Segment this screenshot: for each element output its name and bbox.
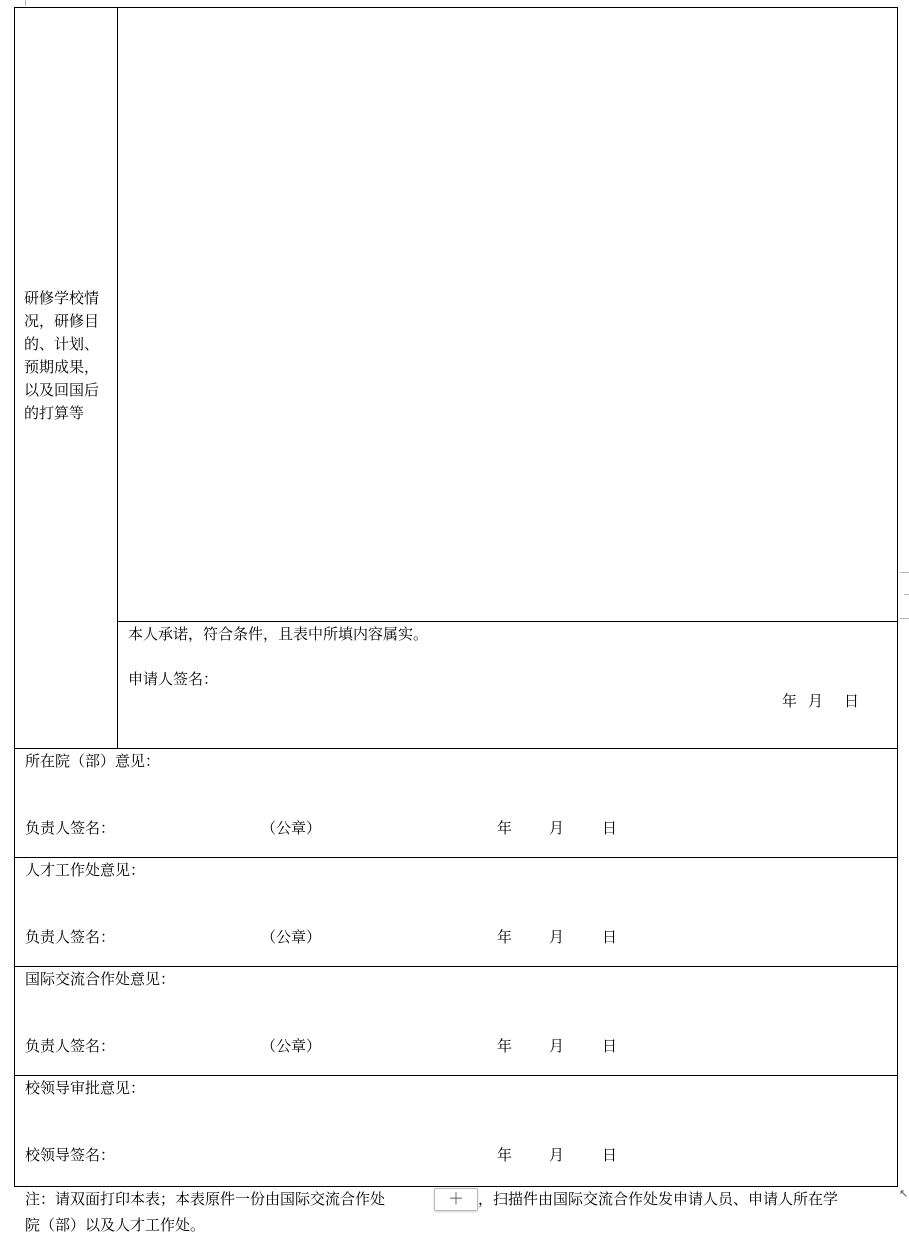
intl-office-date-day: 日 — [602, 1037, 618, 1055]
footnote-line1-part1: 注：请双面打印本表；本表原件一份由国际交流合作处 — [25, 1190, 386, 1208]
footnote-line1-part2: ，扫描件由国际交流合作处发申请人员、申请人所在学 — [478, 1190, 839, 1208]
leader-date-day: 日 — [602, 1146, 618, 1164]
table-row-divider — [14, 966, 898, 967]
talent-office-date-day: 日 — [602, 928, 618, 946]
plus-icon: ＋ — [447, 1189, 464, 1208]
resize-arrow-icon[interactable]: ↖ — [899, 1187, 909, 1200]
intl-office-date-month: 月 — [549, 1037, 565, 1055]
leader-opinion-title: 校领导审批意见： — [25, 1079, 146, 1097]
college-opinion-title: 所在院（部）意见： — [25, 752, 161, 770]
college-date-day: 日 — [602, 819, 618, 837]
applicant-date-month: 月 — [808, 692, 824, 710]
intl-office-signer-label: 负责人签名： — [25, 1037, 116, 1055]
table-commitment-divider — [117, 621, 898, 622]
page-corner-mark — [900, 572, 909, 573]
college-seal-label: （公章） — [261, 819, 322, 837]
study-plan-label: 研修学校情况，研修目的、计划、预期成果，以及回国后的打算等 — [24, 289, 100, 422]
page-corner-mark — [900, 618, 909, 619]
table-border-right — [897, 7, 898, 1187]
college-signer-label: 负责人签名： — [25, 819, 116, 837]
talent-office-date-month: 月 — [549, 928, 565, 946]
leader-signer-label: 校领导签名： — [25, 1146, 116, 1164]
table-border-left — [14, 7, 15, 1187]
table-row-divider — [14, 857, 898, 858]
intl-office-seal-label: （公章） — [261, 1037, 322, 1055]
intl-office-opinion-title: 国际交流合作处意见： — [25, 970, 176, 988]
applicant-date-year: 年 — [782, 692, 798, 710]
table-row-divider — [14, 1075, 898, 1076]
talent-office-signer-label: 负责人签名： — [25, 928, 116, 946]
page-corner-mark — [904, 594, 909, 595]
commitment-statement: 本人承诺，符合条件，且表中所填内容属实。 — [128, 625, 429, 643]
table-border-bottom — [14, 1186, 898, 1187]
talent-office-opinion-title: 人才工作处意见： — [25, 861, 146, 879]
study-plan-content-cell[interactable] — [118, 8, 897, 621]
leader-date-year: 年 — [497, 1146, 513, 1164]
college-date-month: 月 — [549, 819, 565, 837]
intl-office-date-year: 年 — [497, 1037, 513, 1055]
college-date-year: 年 — [497, 819, 513, 837]
leader-date-month: 月 — [549, 1146, 565, 1164]
footnote-line2: 院（部）以及人才工作处。 — [25, 1216, 206, 1234]
talent-office-date-year: 年 — [497, 928, 513, 946]
table-row-divider — [14, 748, 898, 749]
add-row-button[interactable] — [434, 1188, 478, 1211]
talent-office-seal-label: （公章） — [261, 928, 322, 946]
page-corner-mark — [25, 0, 26, 6]
applicant-date-day: 日 — [844, 692, 860, 710]
applicant-signature-label: 申请人签名： — [128, 670, 219, 688]
